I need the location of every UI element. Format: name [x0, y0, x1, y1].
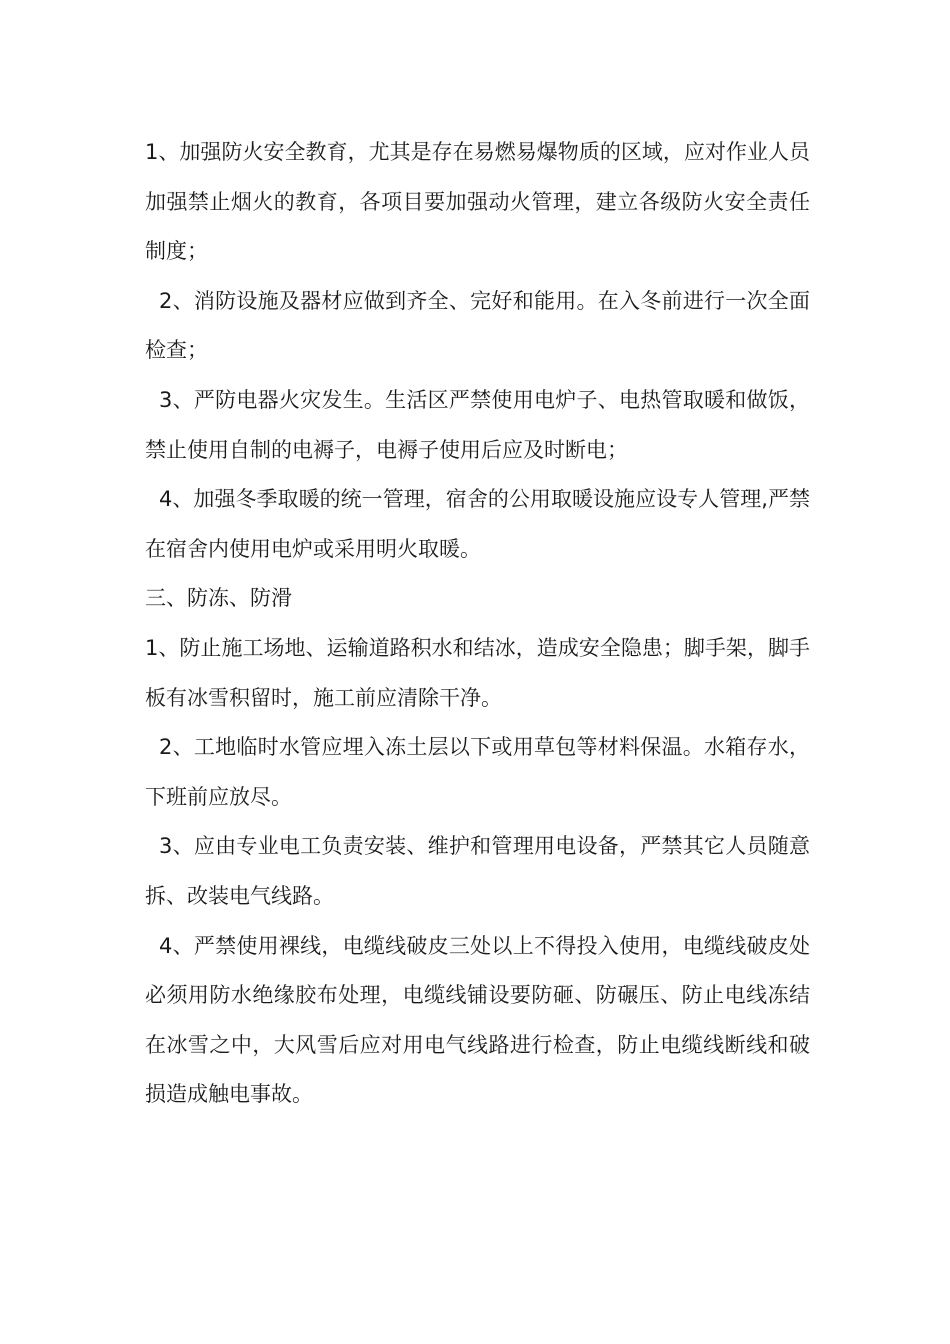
paragraph-fire-equipment: 2、消防设施及器材应做到齐全、完好和能用。在入冬前进行一次全面检查； — [145, 288, 810, 363]
paragraph-heating-management: 4、加强冬季取暖的统一管理，宿舍的公用取暖设施应设专人管理,严禁在宿舍内使用电炉或采用明火取暖。 — [145, 487, 810, 561]
paragraph-cables: 4、严禁使用裸线，电缆线破皮三处以上不得投入使用，电缆线破皮处必须用防水绝缘胶布处理，电缆线铺设要防砸、防碾压、防止电线冻结在冰雪之中，大风雪后应对用电气线路进行检查，防止电缆线断线和破损造成触电事故。 — [145, 933, 810, 1107]
document-body — [145, 128, 810, 1120]
paragraph-fire-education: 1、加强防火安全教育，尤其是存在易燃易爆物质的区域，应对作业人员加强禁止烟火的教育，各项目要加强动火管理，建立各级防火安全责任制度； — [145, 140, 810, 264]
paragraph-site-ice: 1、防止施工场地、运输道路积水和结冰，造成安全隐患；脚手架，脚手板有冰雪积留时，施工前应清除干净。 — [145, 635, 810, 710]
paragraph-water-pipes: 2、工地临时水管应埋入冻土层以下或用草包等材料保温。水箱存水，下班前应放尽。 — [145, 735, 810, 809]
paragraph-electrician: 3、应由专业电工负责安装、维护和管理用电设备，严禁其它人员随意拆、改装电气线路。 — [145, 834, 810, 908]
paragraph-electrical-fire: 3、严防电器火灾发生。生活区严禁使用电炉子、电热管取暖和做饭，禁止使用自制的电褥子，电褥子使用后应及时断电； — [145, 387, 810, 462]
section-heading-antifreeze: 三、防冻、防滑 — [145, 586, 292, 611]
